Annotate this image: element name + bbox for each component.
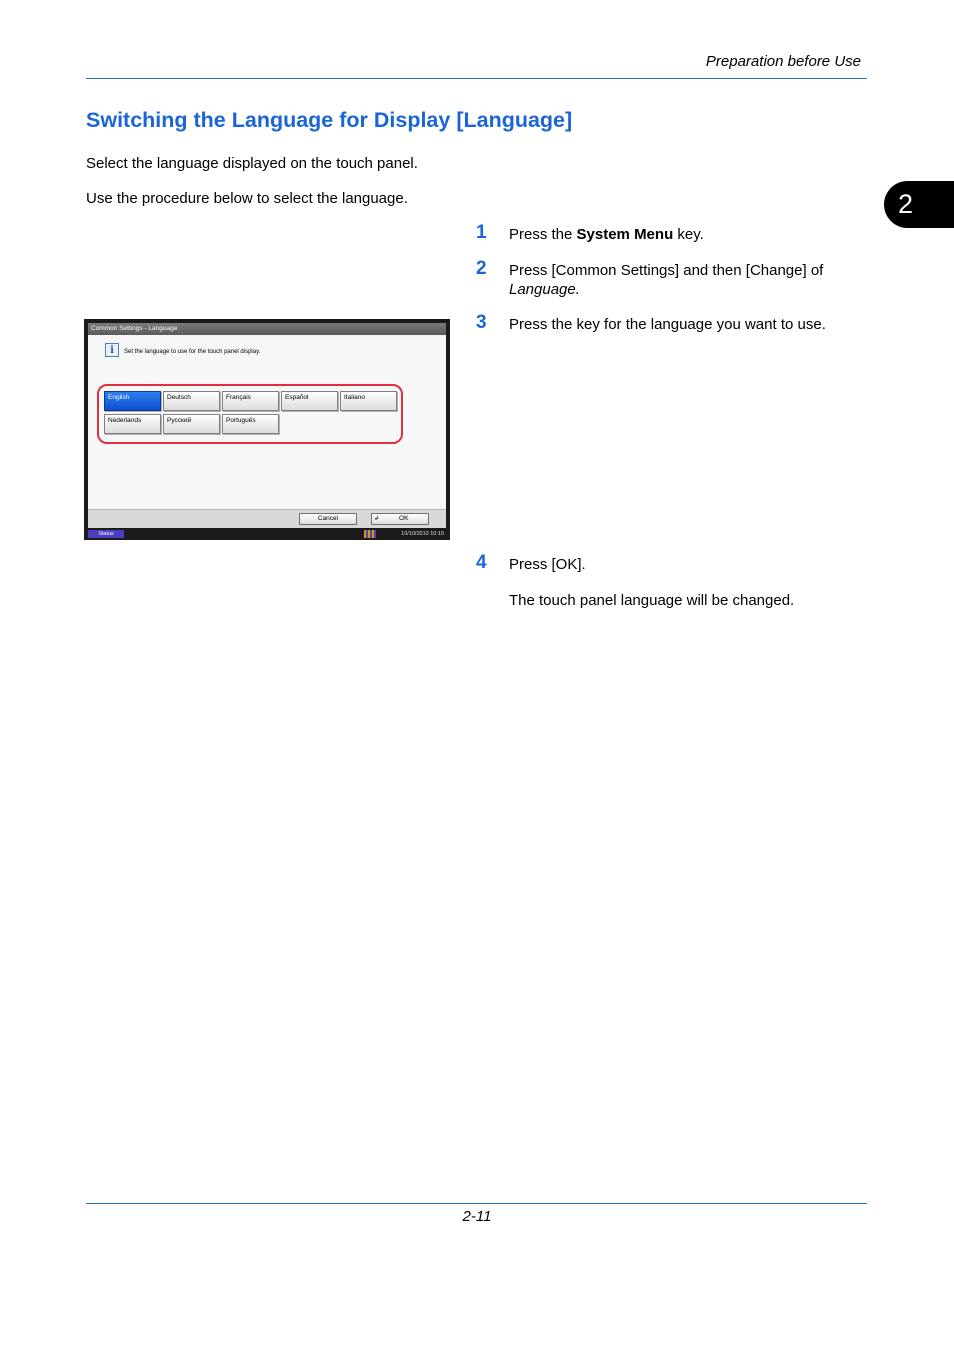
intro-paragraph-2: Use the procedure below to select the language. <box>86 190 408 207</box>
status-datetime: 10/10/2010 10:10 <box>401 531 444 537</box>
language-key-nederlands[interactable]: Nederlands <box>104 414 161 434</box>
step-number-2: 2 <box>476 258 487 279</box>
language-key-francais[interactable]: Français <box>222 391 279 411</box>
status-button[interactable]: Status <box>88 530 124 538</box>
step-text-4: Press [OK]. <box>509 556 586 573</box>
ok-button[interactable]: ↲ OK <box>371 513 429 525</box>
panel-footer <box>88 509 446 528</box>
step-number-3: 3 <box>476 312 487 333</box>
step-number-4: 4 <box>476 552 487 573</box>
footer-rule <box>86 1203 867 1204</box>
panel-screen <box>88 323 446 528</box>
step-note-4: The touch panel language will be changed. <box>509 592 795 609</box>
chapter-tab: 2 <box>884 181 954 228</box>
toner-icon <box>364 530 376 538</box>
step-number-1: 1 <box>476 222 487 243</box>
language-key-english[interactable]: English <box>104 391 161 411</box>
language-key-italiano[interactable]: Italiano <box>340 391 397 411</box>
language-key-espanol[interactable]: Español <box>281 391 338 411</box>
step-text-1: Press the System Menu key. <box>509 226 704 243</box>
info-icon: i <box>105 343 119 357</box>
step-text-3: Press the key for the language you want to use. <box>509 316 826 333</box>
language-key-portugues[interactable]: Português <box>222 414 279 434</box>
header-rule <box>86 78 867 79</box>
intro-paragraph-1: Select the language displayed on the touch panel. <box>86 155 418 172</box>
system-menu-key-label: System Menu <box>576 226 674 243</box>
page-number: 2-11 <box>462 1208 492 1225</box>
step-text-2: Press [Common Settings] and then [Change] of Language. <box>509 262 824 298</box>
enter-icon: ↲ <box>374 515 380 522</box>
language-key-russian[interactable]: Русский <box>163 414 220 434</box>
status-bar <box>84 528 450 540</box>
language-key-deutsch[interactable]: Deutsch <box>163 391 220 411</box>
cancel-button[interactable]: Cancel <box>299 513 357 525</box>
panel-message: Set the language to use for the touch panel display. <box>124 349 261 355</box>
section-title: Switching the Language for Display [Language] <box>86 108 573 132</box>
touch-panel-screenshot <box>84 319 450 540</box>
panel-title: Common Settings - Language <box>88 323 446 335</box>
running-header: Preparation before Use <box>705 53 861 70</box>
